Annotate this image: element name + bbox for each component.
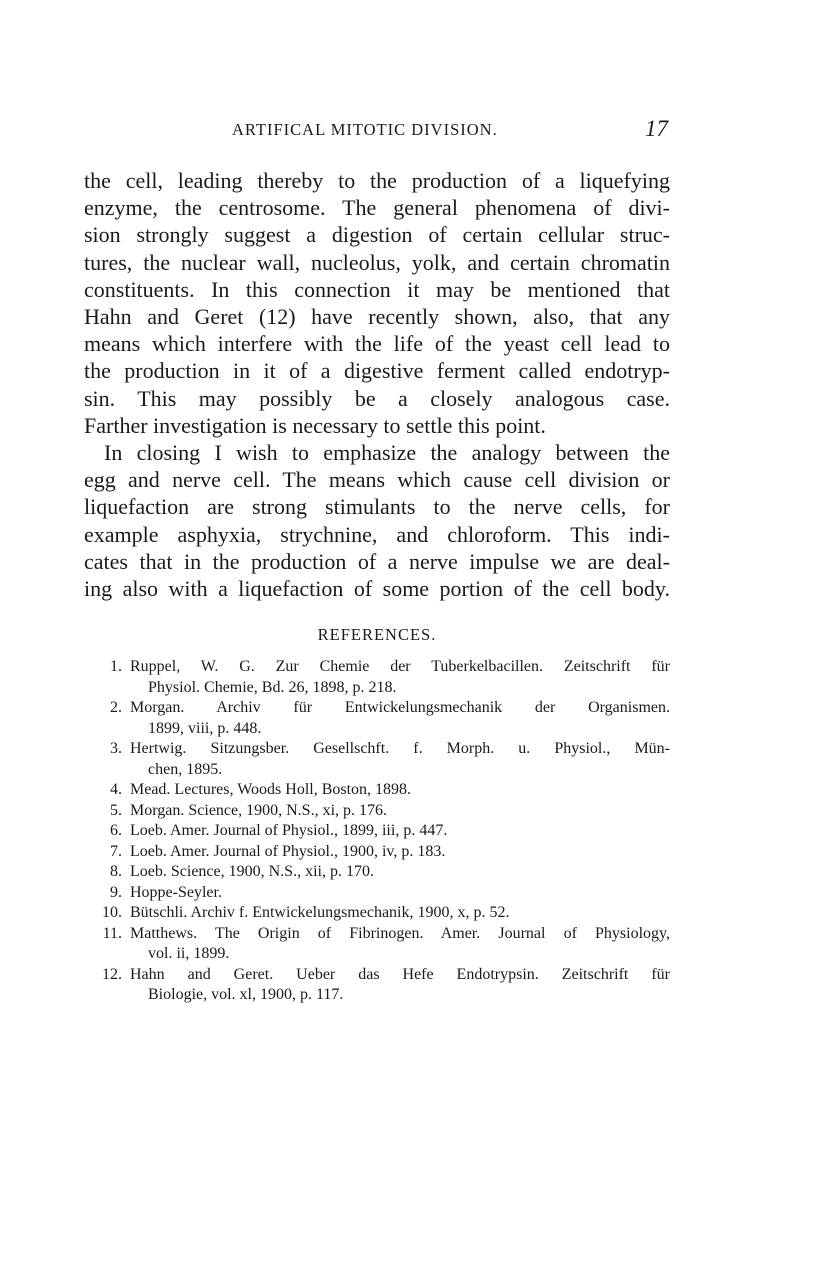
text-line: Farther investigation is necessary to settle this point. xyxy=(84,412,546,438)
reference-number: 7. xyxy=(110,842,122,860)
reference-text xyxy=(130,801,670,822)
reference-item xyxy=(84,657,670,698)
reference-text xyxy=(130,780,670,801)
reference-text xyxy=(130,739,670,780)
reference-item xyxy=(84,821,670,842)
reference-line: Hoppe-Seyler. xyxy=(130,883,222,901)
reference-item xyxy=(84,883,670,904)
reference-text xyxy=(130,924,670,965)
reference-number: 11. xyxy=(102,924,122,942)
reference-line: Morgan. Science, 1900, N.S., xi, p. 176. xyxy=(130,801,388,819)
reference-text xyxy=(130,903,670,924)
reference-line: Loeb. Amer. Journal of Physiol., 1900, iv, p. 183. xyxy=(130,842,446,860)
reference-line: Mead. Lectures, Woods Holl, Boston, 1898. xyxy=(130,781,412,798)
reference-line: Physiol. Chemie, Bd. 26, 1898, p. 218. xyxy=(148,678,397,696)
reference-text xyxy=(130,821,670,842)
reference-number: 8. xyxy=(110,863,122,880)
reference-line: Morgan. Archiv für Entwickelungsmechanik der Organismen. xyxy=(130,699,670,716)
text-line: the production in it of a digestive ferment called endotryp- xyxy=(84,358,670,384)
page-number: 17 xyxy=(645,116,668,141)
reference-item xyxy=(84,780,670,801)
text-line: egg and nerve cell. The means which cause cell division or xyxy=(84,467,670,493)
reference-line: Hahn and Geret. Ueber das Hefe Endotrypsin. Zeitschrift für xyxy=(130,965,670,983)
reference-text xyxy=(130,657,670,698)
reference-number: 6. xyxy=(110,822,122,839)
reference-number: 3. xyxy=(110,740,122,757)
text-line: liquefaction are strong stimulants to the nerve cells, for xyxy=(84,494,670,520)
reference-number: 2. xyxy=(110,699,122,716)
reference-line: Matthews. The Origin of Fibrinogen. Amer. Journal of Physiology, xyxy=(130,924,670,942)
reference-line: Bütschli. Archiv f. Entwickelungsmechanik, 1900, x, p. 52. xyxy=(130,904,510,921)
reference-line: 1899, viii, p. 448. xyxy=(148,719,262,737)
text-line: constituents. In this connection it may be mentioned that xyxy=(84,276,670,302)
reference-line: Biologie, vol. xl, 1900, p. 117. xyxy=(148,986,344,1003)
running-title: ARTIFICAL MITOTIC DIVISION. xyxy=(232,120,498,139)
references-heading: REFERENCES. xyxy=(317,625,437,644)
reference-item xyxy=(84,924,670,965)
reference-number: 5. xyxy=(110,801,122,819)
text-line: means which interfere with the life of the yeast cell lead to xyxy=(84,331,670,357)
text-line: Hahn and Geret (12) have recently shown, also, that any xyxy=(84,304,670,330)
text-line: the cell, leading thereby to the production of a liquefying xyxy=(84,168,670,193)
running-head xyxy=(0,118,816,146)
reference-number: 12. xyxy=(102,965,122,983)
text-line: tures, the nuclear wall, nucleolus, yolk, and certain chromatin xyxy=(84,249,670,275)
reference-text xyxy=(130,862,670,883)
text-line: sin. This may possibly be a closely analogous case. xyxy=(84,385,670,411)
reference-text xyxy=(130,965,670,1006)
paragraph-2 xyxy=(84,439,670,602)
reference-number: 4. xyxy=(110,781,122,798)
reference-line: vol. ii, 1899. xyxy=(148,945,230,962)
reference-line: Hertwig. Sitzungsber. Gesellschft. f. Morph. u. Physiol., Mün- xyxy=(130,740,670,757)
reference-text xyxy=(130,883,670,904)
text-line: example asphyxia, strychnine, and chloroform. This indi- xyxy=(84,521,670,547)
reference-item xyxy=(84,801,670,822)
reference-line: chen, 1895. xyxy=(148,760,223,778)
reference-number: 1. xyxy=(110,658,122,675)
reference-line: Loeb. Science, 1900, N.S., xii, p. 170. xyxy=(130,863,374,880)
reference-text xyxy=(130,698,670,739)
text-line: enzyme, the centrosome. The general phenomena of divi- xyxy=(84,195,670,221)
reference-item xyxy=(84,965,670,1006)
text-line: In closing I wish to emphasize the analogy between the xyxy=(104,440,670,466)
reference-number: 10. xyxy=(102,904,122,921)
references-section xyxy=(84,625,670,1006)
reference-item xyxy=(84,698,670,739)
body-text xyxy=(84,167,670,602)
reference-number: 9. xyxy=(110,883,122,901)
references-list xyxy=(84,657,670,1006)
text-line: sion strongly suggest a digestion of certain cellular struc- xyxy=(84,222,670,248)
reference-text xyxy=(130,842,670,863)
reference-item xyxy=(84,903,670,924)
reference-item xyxy=(84,842,670,863)
reference-item xyxy=(84,862,670,883)
reference-item xyxy=(84,739,670,780)
paragraph-1 xyxy=(84,167,670,439)
reference-line: Ruppel, W. G. Zur Chemie der Tuberkelbacillen. Zeitschrift für xyxy=(130,658,670,675)
reference-line: Loeb. Amer. Journal of Physiol., 1899, iii, p. 447. xyxy=(130,822,448,839)
text-line: cates that in the production of a nerve impulse we are deal- xyxy=(84,548,670,574)
text-line: ing also with a liquefaction of some portion of the cell body. xyxy=(84,576,670,602)
